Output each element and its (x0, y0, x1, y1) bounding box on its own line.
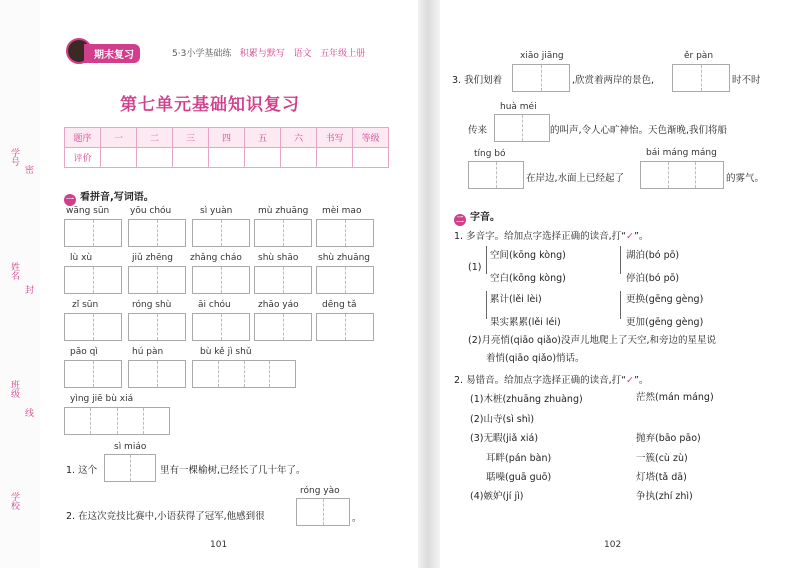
pinyin: sì yuàn (200, 206, 233, 216)
question-text: 3. 我们划着 (452, 75, 503, 86)
label-name: 姓名 (9, 262, 19, 280)
section-1-title: 看拼音,写词语。 (80, 192, 154, 203)
answer-grid[interactable] (64, 219, 122, 247)
grade-cell[interactable] (101, 148, 137, 168)
grade-name: 五年级上册 (320, 49, 366, 59)
choice-item[interactable]: (4)嫉妒(jí jì) (470, 491, 524, 502)
pinyin: mù zhuāng (258, 206, 309, 216)
choice-item[interactable]: 更加(gēng gèng) (626, 317, 704, 328)
choice-item[interactable]: 耳畔(pán bàn) (486, 453, 552, 464)
pinyin: āi chóu (198, 300, 231, 310)
pinyin: shù zhuāng (318, 253, 371, 263)
pinyin: zhāo yáo (258, 300, 299, 310)
page-right (440, 0, 792, 568)
brace (620, 246, 621, 274)
brace (620, 291, 621, 319)
instruction-1: 1. 多音字。给加点字选择正确的读音,打“ (454, 231, 627, 242)
section-2-heading (454, 208, 500, 226)
answer-grid[interactable] (254, 313, 312, 341)
book-header (172, 46, 365, 59)
pinyin: yōu chóu (130, 206, 172, 216)
section-1-heading (64, 188, 154, 206)
binding-margin (0, 0, 41, 568)
series-name: 5·3小学基础练 (172, 49, 232, 59)
pinyin: róng yào (300, 486, 340, 496)
choice-item[interactable]: 灯塔(tǎ dā) (636, 472, 687, 483)
grade-cell[interactable] (245, 148, 281, 168)
answer-grid[interactable] (192, 313, 250, 341)
pinyin: dēng tǎ (322, 300, 357, 310)
answer-grid[interactable] (64, 407, 170, 435)
grade-head-cell: 题序 (65, 128, 101, 148)
question-text: 的叫声,令人心旷神怡。天色渐晚,我们将船 (550, 125, 728, 136)
pinyin: zǐ sūn (72, 300, 99, 310)
cut-mark-3: 线 (23, 408, 33, 417)
answer-grid[interactable] (192, 360, 296, 388)
choice-item[interactable]: 更换(gēng gèng) (626, 294, 704, 305)
choice-item[interactable]: (1)木桩(zhuāng zhuàng) (470, 394, 583, 405)
check-icon: ✓ (626, 375, 634, 386)
grade-head-cell: 三 (173, 128, 209, 148)
pinyin: bù kě jì shǔ (200, 347, 252, 357)
review-badge: 期末复习 (84, 44, 140, 63)
instruction-text (454, 372, 648, 386)
question-text: 。 (352, 513, 362, 524)
choice-item[interactable]: 累计(lěi lèi) (490, 294, 542, 305)
pinyin: shù shāo (258, 253, 299, 263)
instruction-text (454, 228, 648, 242)
choice-item[interactable]: 空间(kōng kòng) (490, 250, 566, 261)
choice-item[interactable]: 争执(zhí zhì) (636, 491, 693, 502)
cut-mark-2: 封 (23, 285, 33, 294)
choice-item[interactable]: 一簇(cù zù) (636, 453, 688, 464)
brace (486, 246, 487, 274)
grade-cell[interactable] (209, 148, 245, 168)
choice-item[interactable]: 停泊(bó pō) (626, 273, 680, 284)
question-text: 时不时 (732, 75, 761, 86)
pinyin: ěr pàn (684, 51, 714, 61)
grade-cell[interactable] (137, 148, 173, 168)
answer-grid[interactable] (672, 64, 730, 92)
label-student-number: 学号 (9, 148, 19, 166)
pinyin: jiǔ zhēng (132, 253, 173, 263)
question-text: 传来 (468, 125, 488, 136)
answer-grid[interactable] (316, 313, 374, 341)
question-text: 里有一棵榆树,已经长了几十年了。 (160, 465, 306, 476)
pinyin: lù xù (70, 253, 93, 263)
answer-grid[interactable] (128, 360, 186, 388)
pinyin: róng shù (132, 300, 172, 310)
pinyin: huà méi (500, 102, 537, 112)
answer-grid[interactable] (64, 360, 122, 388)
cut-mark-1: 密 (23, 165, 33, 174)
question-text: 的雾气。 (726, 173, 765, 184)
section-number-icon: 二 (456, 215, 464, 224)
pinyin: hú pàn (132, 347, 164, 357)
grade-head-cell: 六 (281, 128, 317, 148)
question-text: ,欣赏着两岸的景色, (572, 75, 655, 86)
answer-grid[interactable] (254, 266, 312, 294)
page-number-right: 102 (604, 540, 622, 550)
page-left (40, 0, 418, 568)
question-text: 在岸边,水面上已经起了 (526, 173, 625, 184)
group-label: (1) (468, 262, 482, 273)
label-school: 学校 (9, 492, 19, 510)
choice-item[interactable]: 湖泊(bó pō) (626, 250, 680, 261)
answer-grid[interactable] (468, 161, 524, 189)
question-text: 2. 在这次竞技比赛中,小语获得了冠军,他感到很 (66, 511, 265, 522)
answer-grid[interactable] (296, 498, 350, 526)
grade-cell[interactable] (281, 148, 317, 168)
book-name: 积累与默写 (239, 49, 285, 59)
answer-grid[interactable] (254, 219, 312, 247)
choice-item[interactable]: 果实累累(lěi léi) (490, 317, 561, 328)
choice-item[interactable]: 抛弃(bāo pāo) (636, 433, 701, 444)
answer-grid[interactable] (64, 313, 122, 341)
pinyin: bái máng máng (646, 148, 717, 158)
choice-item[interactable]: 茫然(mán máng) (636, 392, 714, 403)
section-2-title: 字音。 (470, 212, 500, 223)
answer-grid[interactable] (494, 114, 550, 142)
answer-grid[interactable] (640, 161, 724, 189)
subject-name: 语文 (293, 49, 312, 59)
pinyin: mèi mao (322, 206, 362, 216)
grade-head-cell: 四 (209, 128, 245, 148)
pinyin: wāng sūn (66, 206, 110, 216)
answer-grid[interactable] (128, 219, 186, 247)
question-text: 1. 这个 (66, 465, 98, 476)
pinyin: pāo qì (70, 347, 98, 357)
brace (486, 291, 487, 319)
question-text: (2)月亮悄(qiāo qiǎo)没声儿地爬上了天空,和旁边的星星说 (468, 335, 717, 346)
grade-head-cell: 等级 (353, 128, 389, 148)
choice-item[interactable]: (2)山寺(sì shì) (470, 414, 535, 425)
answer-grid[interactable] (128, 266, 186, 294)
grade-head-cell: 书写 (317, 128, 353, 148)
pinyin: tíng bó (474, 149, 506, 159)
grade-cell[interactable] (173, 148, 209, 168)
instruction-2: 2. 易错音。给加点字选择正确的读音,打“ (454, 375, 627, 386)
page-title: 第七单元基础知识复习 (120, 95, 300, 115)
choice-item[interactable]: (3)无暇(jiǎ xiá) (470, 433, 539, 444)
grade-cell[interactable] (317, 148, 353, 168)
answer-grid[interactable] (64, 266, 122, 294)
answer-grid[interactable] (192, 219, 250, 247)
check-icon: ✓ (626, 231, 634, 242)
pinyin: yìng jiē bù xiá (70, 394, 134, 404)
grade-table (64, 127, 389, 168)
page-number-left: 101 (210, 540, 228, 550)
section-number-icon: 一 (66, 195, 74, 204)
grade-head-cell: 二 (137, 128, 173, 148)
grade-head-cell: 一 (101, 128, 137, 148)
grade-cell[interactable] (353, 148, 389, 168)
label-class: 班级 (9, 380, 19, 398)
instruction-2-end: ”。 (634, 375, 649, 386)
book-gutter (418, 0, 440, 568)
answer-grid[interactable] (316, 266, 374, 294)
answer-grid[interactable] (512, 64, 570, 92)
choice-item[interactable]: 空白(kōng kòng) (490, 273, 566, 284)
instruction-1-end: ”。 (634, 231, 649, 242)
answer-grid[interactable] (192, 266, 250, 294)
choice-item[interactable]: 聒噪(guā guō) (486, 472, 552, 483)
answer-grid[interactable] (104, 454, 156, 482)
answer-grid[interactable] (128, 313, 186, 341)
question-text: 着悄(qiāo qiǎo)悄话。 (486, 353, 585, 364)
pinyin: sì miáo (114, 442, 147, 452)
grade-row-label: 评价 (65, 148, 101, 168)
answer-grid[interactable] (316, 219, 374, 247)
pinyin: xiāo jiāng (520, 51, 564, 61)
pinyin: zhǎng cháo (190, 253, 242, 263)
grade-head-cell: 五 (245, 128, 281, 148)
